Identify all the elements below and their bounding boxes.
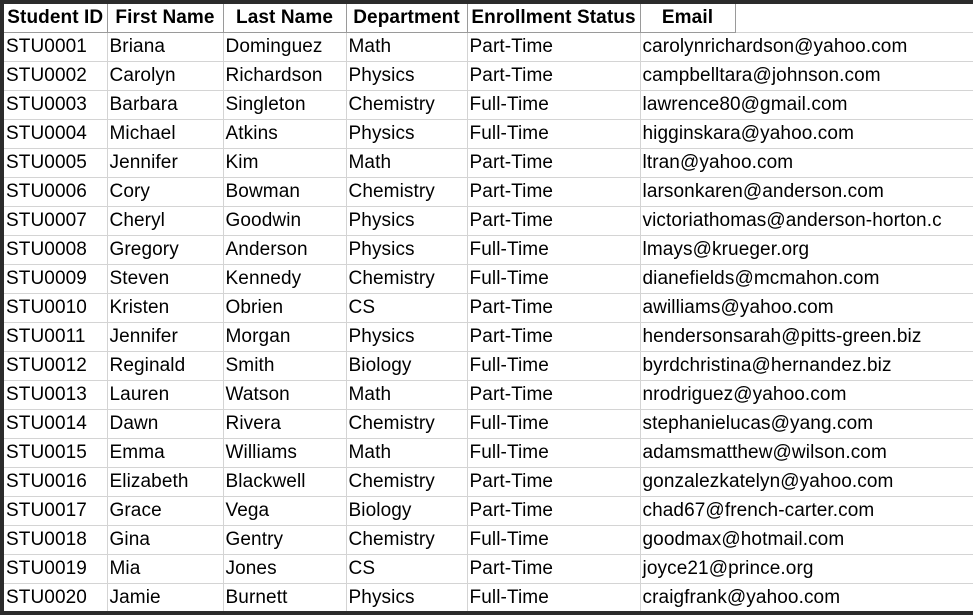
cell-last-name[interactable]: Kennedy [223, 265, 346, 294]
cell-email[interactable]: larsonkaren@anderson.com [640, 178, 973, 207]
cell-first-name[interactable]: Dawn [107, 410, 223, 439]
cell-department[interactable]: Math [346, 149, 467, 178]
cell-department[interactable]: Physics [346, 120, 467, 149]
cell-last-name[interactable]: Jones [223, 555, 346, 584]
cell-student-id[interactable]: STU0010 [4, 294, 107, 323]
cell-last-name[interactable]: Goodwin [223, 207, 346, 236]
cell-email[interactable]: chad67@french-carter.com [640, 497, 973, 526]
cell-enrollment-status[interactable]: Part-Time [467, 468, 640, 497]
cell-first-name[interactable]: Gregory [107, 236, 223, 265]
cell-department[interactable]: Math [346, 381, 467, 410]
cell-email[interactable]: lmays@krueger.org [640, 236, 973, 265]
empty-header-cell[interactable] [735, 4, 833, 33]
table-row [4, 584, 973, 612]
cell-last-name[interactable]: Morgan [223, 323, 346, 352]
header-enrollment-status[interactable]: Enrollment Status [467, 4, 640, 33]
cell-department[interactable]: Chemistry [346, 91, 467, 120]
student-table [4, 4, 973, 611]
cell-enrollment-status[interactable]: Part-Time [467, 178, 640, 207]
cell-department[interactable]: Chemistry [346, 178, 467, 207]
cell-email[interactable]: byrdchristina@hernandez.biz [640, 352, 973, 381]
cell-enrollment-status[interactable]: Full-Time [467, 265, 640, 294]
cell-department[interactable]: CS [346, 294, 467, 323]
cell-department[interactable]: Chemistry [346, 468, 467, 497]
cell-email[interactable]: carolynrichardson@yahoo.com [640, 33, 973, 62]
table-row [4, 468, 973, 497]
table-row [4, 526, 973, 555]
cell-student-id[interactable]: STU0008 [4, 236, 107, 265]
cell-enrollment-status[interactable]: Part-Time [467, 555, 640, 584]
cell-enrollment-status[interactable]: Part-Time [467, 497, 640, 526]
cell-email[interactable]: campbelltara@johnson.com [640, 62, 973, 91]
table-row [4, 410, 973, 439]
cell-student-id[interactable]: STU0014 [4, 410, 107, 439]
cell-first-name[interactable]: Reginald [107, 352, 223, 381]
cell-enrollment-status[interactable]: Full-Time [467, 236, 640, 265]
cell-first-name[interactable]: Jennifer [107, 149, 223, 178]
cell-first-name[interactable]: Mia [107, 555, 223, 584]
cell-email[interactable]: awilliams@yahoo.com [640, 294, 973, 323]
cell-enrollment-status[interactable]: Full-Time [467, 352, 640, 381]
cell-email[interactable]: higginskara@yahoo.com [640, 120, 973, 149]
cell-email[interactable]: hendersonsarah@pitts-green.biz [640, 323, 973, 352]
cell-enrollment-status[interactable]: Part-Time [467, 207, 640, 236]
cell-last-name[interactable]: Bowman [223, 178, 346, 207]
cell-student-id[interactable]: STU0020 [4, 584, 107, 612]
cell-first-name[interactable]: Michael [107, 120, 223, 149]
cell-last-name[interactable]: Atkins [223, 120, 346, 149]
cell-student-id[interactable]: STU0002 [4, 62, 107, 91]
header-last-name[interactable]: Last Name [223, 4, 346, 33]
cell-email[interactable]: ltran@yahoo.com [640, 149, 973, 178]
cell-email[interactable]: victoriathomas@anderson-horton.c [640, 207, 973, 236]
table-row [4, 381, 973, 410]
header-email[interactable]: Email [640, 4, 735, 33]
table-row [4, 91, 973, 120]
cell-email[interactable]: nrodriguez@yahoo.com [640, 381, 973, 410]
cell-enrollment-status[interactable]: Full-Time [467, 439, 640, 468]
cell-student-id[interactable]: STU0019 [4, 555, 107, 584]
cell-enrollment-status[interactable]: Full-Time [467, 91, 640, 120]
cell-department[interactable]: Physics [346, 62, 467, 91]
cell-department[interactable]: Chemistry [346, 526, 467, 555]
cell-student-id[interactable]: STU0005 [4, 149, 107, 178]
cell-enrollment-status[interactable]: Full-Time [467, 410, 640, 439]
cell-enrollment-status[interactable]: Full-Time [467, 584, 640, 612]
table-row [4, 178, 973, 207]
cell-first-name[interactable]: Lauren [107, 381, 223, 410]
cell-last-name[interactable]: Singleton [223, 91, 346, 120]
table-row [4, 62, 973, 91]
spreadsheet-grid [4, 4, 973, 611]
cell-department[interactable]: CS [346, 555, 467, 584]
cell-enrollment-status[interactable]: Full-Time [467, 120, 640, 149]
table-row [4, 265, 973, 294]
table-row [4, 323, 973, 352]
cell-first-name[interactable]: Gina [107, 526, 223, 555]
cell-first-name[interactable]: Cheryl [107, 207, 223, 236]
cell-student-id[interactable]: STU0015 [4, 439, 107, 468]
header-department[interactable]: Department [346, 4, 467, 33]
cell-email[interactable]: stephanielucas@yang.com [640, 410, 973, 439]
cell-first-name[interactable]: Barbara [107, 91, 223, 120]
cell-first-name[interactable]: Elizabeth [107, 468, 223, 497]
table-row [4, 294, 973, 323]
cell-student-id[interactable]: STU0017 [4, 497, 107, 526]
cell-last-name[interactable]: Vega [223, 497, 346, 526]
cell-last-name[interactable]: Dominguez [223, 33, 346, 62]
cell-email[interactable]: craigfrank@yahoo.com [640, 584, 973, 612]
cell-first-name[interactable]: Grace [107, 497, 223, 526]
cell-first-name[interactable]: Carolyn [107, 62, 223, 91]
cell-last-name[interactable]: Kim [223, 149, 346, 178]
cell-email[interactable]: dianefields@mcmahon.com [640, 265, 973, 294]
header-student-id[interactable]: Student ID [4, 4, 107, 33]
table-row [4, 352, 973, 381]
cell-student-id[interactable]: STU0016 [4, 468, 107, 497]
cell-enrollment-status[interactable]: Part-Time [467, 149, 640, 178]
cell-first-name[interactable]: Kristen [107, 294, 223, 323]
header-first-name[interactable]: First Name [107, 4, 223, 33]
cell-student-id[interactable]: STU0018 [4, 526, 107, 555]
cell-department[interactable]: Biology [346, 497, 467, 526]
cell-department[interactable]: Physics [346, 584, 467, 612]
table-row [4, 236, 973, 265]
cell-enrollment-status[interactable]: Part-Time [467, 294, 640, 323]
cell-department[interactable]: Biology [346, 352, 467, 381]
cell-department[interactable]: Math [346, 439, 467, 468]
cell-enrollment-status[interactable]: Part-Time [467, 381, 640, 410]
table-row [4, 555, 973, 584]
cell-first-name[interactable]: Cory [107, 178, 223, 207]
cell-first-name[interactable]: Jamie [107, 584, 223, 612]
table-row [4, 497, 973, 526]
cell-student-id[interactable]: STU0013 [4, 381, 107, 410]
cell-enrollment-status[interactable]: Part-Time [467, 323, 640, 352]
cell-student-id[interactable]: STU0011 [4, 323, 107, 352]
cell-student-id[interactable]: STU0009 [4, 265, 107, 294]
empty-header-cell[interactable] [833, 4, 973, 33]
cell-last-name[interactable]: Richardson [223, 62, 346, 91]
window-bottom-border [0, 611, 973, 615]
cell-email[interactable]: adamsmatthew@wilson.com [640, 439, 973, 468]
cell-student-id[interactable]: STU0001 [4, 33, 107, 62]
cell-email[interactable]: joyce21@prince.org [640, 555, 973, 584]
cell-last-name[interactable]: Blackwell [223, 468, 346, 497]
cell-email[interactable]: lawrence80@gmail.com [640, 91, 973, 120]
cell-department[interactable]: Physics [346, 323, 467, 352]
cell-student-id[interactable]: STU0012 [4, 352, 107, 381]
cell-student-id[interactable]: STU0006 [4, 178, 107, 207]
cell-email[interactable]: goodmax@hotmail.com [640, 526, 973, 555]
cell-department[interactable]: Math [346, 33, 467, 62]
cell-first-name[interactable]: Jennifer [107, 323, 223, 352]
cell-last-name[interactable]: Smith [223, 352, 346, 381]
cell-last-name[interactable]: Gentry [223, 526, 346, 555]
cell-first-name[interactable]: Steven [107, 265, 223, 294]
cell-enrollment-status[interactable]: Part-Time [467, 33, 640, 62]
cell-first-name[interactable]: Briana [107, 33, 223, 62]
cell-last-name[interactable]: Williams [223, 439, 346, 468]
header-row [4, 4, 973, 33]
cell-last-name[interactable]: Rivera [223, 410, 346, 439]
cell-student-id[interactable]: STU0004 [4, 120, 107, 149]
cell-student-id[interactable]: STU0007 [4, 207, 107, 236]
cell-department[interactable]: Physics [346, 207, 467, 236]
cell-student-id[interactable]: STU0003 [4, 91, 107, 120]
table-row [4, 33, 973, 62]
cell-last-name[interactable]: Watson [223, 381, 346, 410]
table-row [4, 439, 973, 468]
cell-email[interactable]: gonzalezkatelyn@yahoo.com [640, 468, 973, 497]
cell-department[interactable]: Chemistry [346, 265, 467, 294]
cell-enrollment-status[interactable]: Part-Time [467, 62, 640, 91]
table-row [4, 120, 973, 149]
table-row [4, 149, 973, 178]
cell-department[interactable]: Chemistry [346, 410, 467, 439]
cell-last-name[interactable]: Anderson [223, 236, 346, 265]
table-row [4, 207, 973, 236]
cell-enrollment-status[interactable]: Full-Time [467, 526, 640, 555]
cell-department[interactable]: Physics [346, 236, 467, 265]
cell-last-name[interactable]: Burnett [223, 584, 346, 612]
cell-last-name[interactable]: Obrien [223, 294, 346, 323]
cell-first-name[interactable]: Emma [107, 439, 223, 468]
